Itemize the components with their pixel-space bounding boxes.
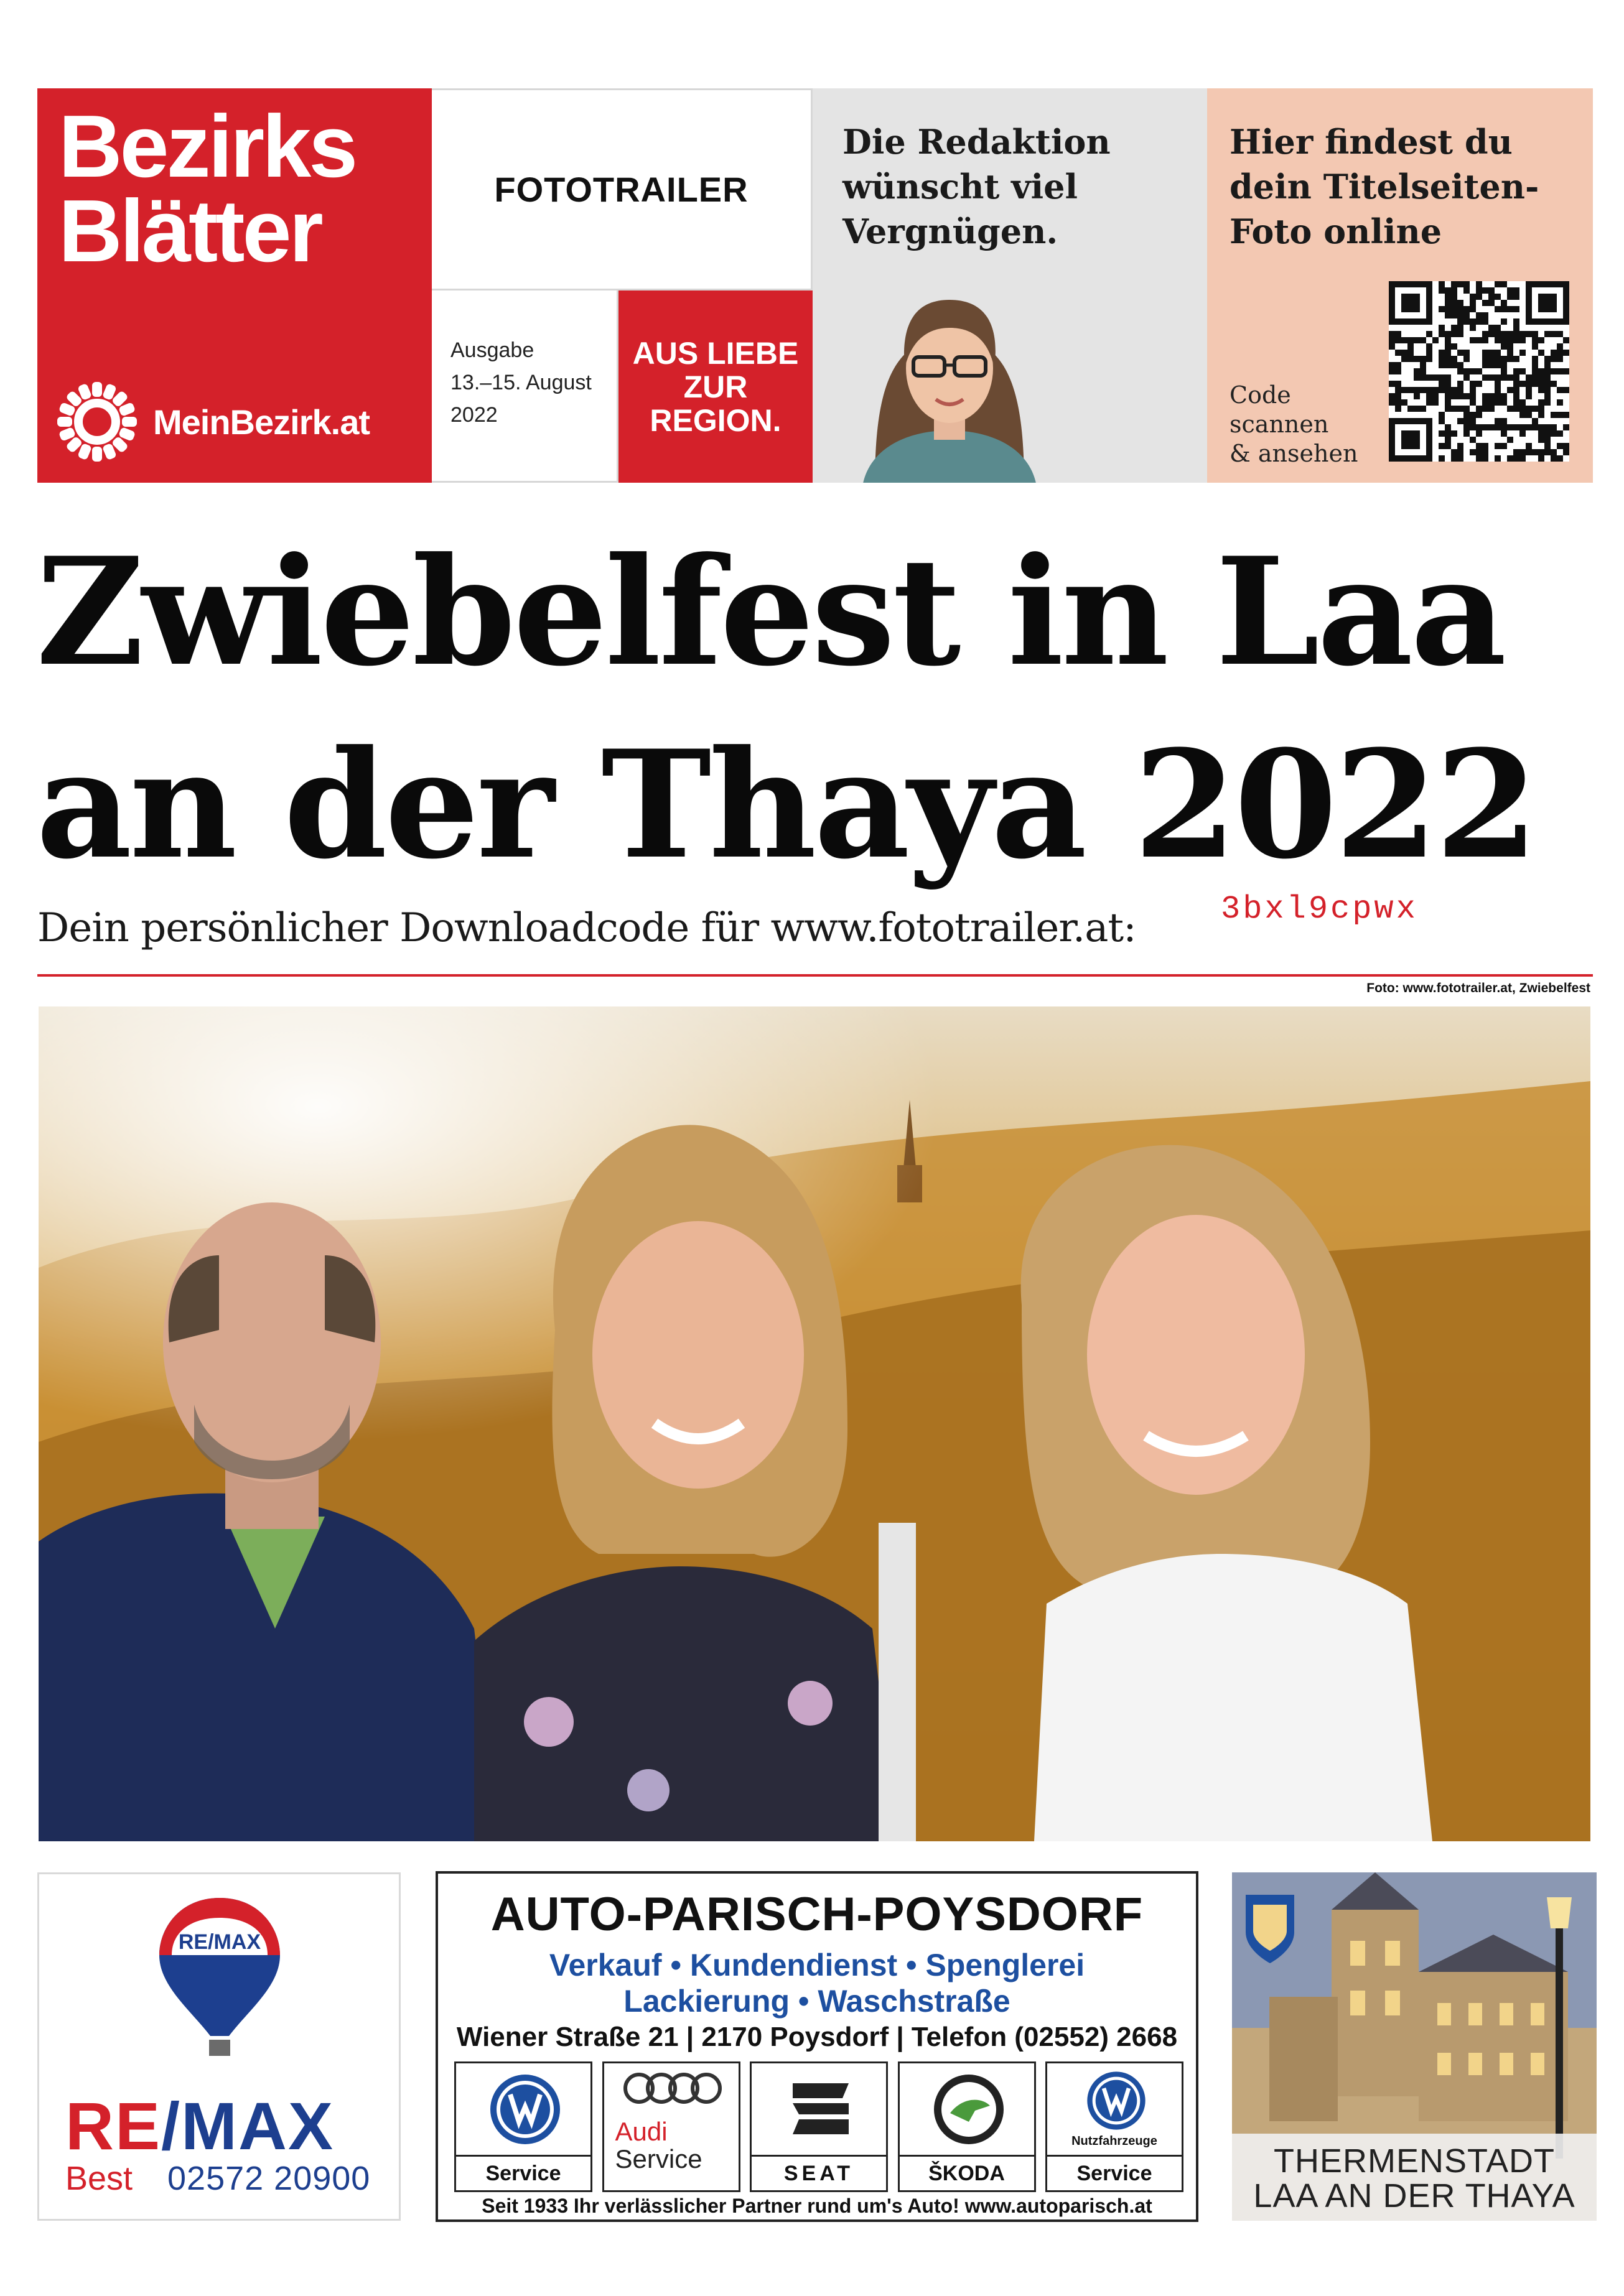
- remax-best: Best: [65, 2160, 133, 2197]
- meinbezirk-link[interactable]: [54, 378, 370, 465]
- editorial-line-1: Die Redaktion: [842, 122, 1111, 162]
- divider: [37, 974, 1593, 977]
- remax-name: RE/MAX: [65, 2088, 335, 2164]
- auto-parisch-ad[interactable]: [436, 1871, 1198, 2222]
- audi-service-logo: [602, 2061, 740, 2192]
- sun-icon: [54, 378, 141, 465]
- seat-icon: [786, 2077, 855, 2139]
- scan-line-2: scannen: [1230, 411, 1329, 438]
- vw-nutzfahrzeuge-logo: [1045, 2061, 1183, 2192]
- editorial-greeting: [813, 88, 1207, 483]
- auto-services-line-2: Lackierung • Waschstraße: [623, 1984, 1010, 2019]
- auto-services: [438, 1947, 1196, 2019]
- headline-line-1: Zwiebelfest in Laa: [36, 526, 1505, 699]
- laa-caption-line-2: LAA AN DER THAYA: [1253, 2177, 1575, 2215]
- main-photo: [39, 1006, 1590, 1841]
- download-code-label: Dein persönlicher Downloadcode für www.fototrailer.at:: [37, 905, 1136, 951]
- editor-portrait: [838, 244, 1062, 483]
- slogan-line-1: AUS LIEBE: [632, 335, 799, 371]
- online-photo-block: [1207, 88, 1593, 483]
- issue-year: 2022: [450, 403, 498, 427]
- headline-line-2: an der Thaya 2022: [36, 718, 1536, 892]
- auto-address: Wiener Straße 21 | 2170 Poysdorf | Telefon (02552) 2668: [456, 2022, 1178, 2052]
- brand-logo-text: [58, 97, 356, 281]
- vw-caption: Service: [456, 2155, 590, 2190]
- vw-service-logo: [454, 2061, 592, 2192]
- bezirksblaetter-logo-block: [37, 88, 432, 483]
- seat-caption: SEAT: [752, 2155, 886, 2190]
- balloon-icon: [154, 1893, 285, 2061]
- issue-dates: 13.–15. August: [450, 371, 592, 394]
- laa-caption-line-1: THERMENSTADT: [1274, 2142, 1555, 2180]
- nutzfahrzeuge-label: Nutzfahrzeuge: [1071, 2134, 1157, 2148]
- seat-logo: [750, 2061, 888, 2192]
- download-code[interactable]: 3bxl9cpwx: [1221, 891, 1418, 927]
- nutzfahrzeuge-caption: Service: [1047, 2155, 1182, 2190]
- meinbezirk-label: MeinBezirk.at: [153, 402, 370, 442]
- editorial-text: [842, 119, 1111, 254]
- scan-line-1: Code: [1230, 381, 1291, 409]
- page-headline: [36, 516, 1579, 902]
- skoda-icon: [931, 2072, 1006, 2147]
- laa-thermenstadt-ad[interactable]: [1232, 1872, 1597, 2221]
- vw-icon: [488, 2072, 562, 2147]
- auto-footer: Seit 1933 Ihr verlässlicher Partner rund um's Auto! www.autoparisch.at: [482, 2195, 1152, 2217]
- slogan-line-2: ZUR: [683, 369, 748, 404]
- festival-photo-image: [39, 1006, 1590, 1841]
- slogan-line-3: REGION.: [650, 402, 782, 438]
- vw-commercial-icon: [1085, 2070, 1147, 2132]
- editorial-line-2: wünscht viel: [842, 167, 1078, 207]
- brand-line-1: Bezirks: [58, 97, 356, 196]
- audi-label: Audi: [615, 2117, 668, 2146]
- brand-line-2: Blätter: [58, 182, 321, 281]
- laa-caption: [1232, 2144, 1597, 2213]
- remax-phone[interactable]: 02572 20900: [167, 2160, 371, 2197]
- online-line-1: Hier findest du: [1230, 122, 1513, 162]
- balloon-text: RE/MAX: [178, 1930, 261, 1954]
- audi-caption: Service: [615, 2144, 702, 2173]
- scan-line-3: & ansehen: [1230, 440, 1358, 467]
- qr-code-icon[interactable]: [1389, 281, 1569, 462]
- auto-title: AUTO-PARISCH-POYSDORF: [490, 1888, 1144, 1941]
- photo-credit: Foto: www.fototrailer.at, Zwiebelfest: [1366, 981, 1590, 995]
- skoda-logo: [898, 2061, 1036, 2192]
- editorial-line-3: Vergnügen.: [842, 211, 1058, 251]
- scan-text: [1230, 381, 1358, 468]
- online-line-2: dein Titelseiten-: [1230, 167, 1539, 207]
- online-line-3: Foto online: [1230, 211, 1442, 251]
- remax-ad[interactable]: [37, 1872, 401, 2221]
- issue-label: Ausgabe: [450, 338, 534, 362]
- auto-services-line-1: Verkauf • Kundendienst • Spenglerei: [549, 1948, 1085, 1982]
- slogan-block: [618, 290, 813, 483]
- brand-logos: [454, 2061, 1183, 2192]
- audi-rings-icon: [614, 2070, 732, 2107]
- issue-info: [432, 290, 618, 483]
- skoda-caption: ŠKODA: [900, 2155, 1034, 2190]
- fototrailer-label: FOTOTRAILER: [432, 88, 813, 290]
- online-text: [1230, 119, 1539, 254]
